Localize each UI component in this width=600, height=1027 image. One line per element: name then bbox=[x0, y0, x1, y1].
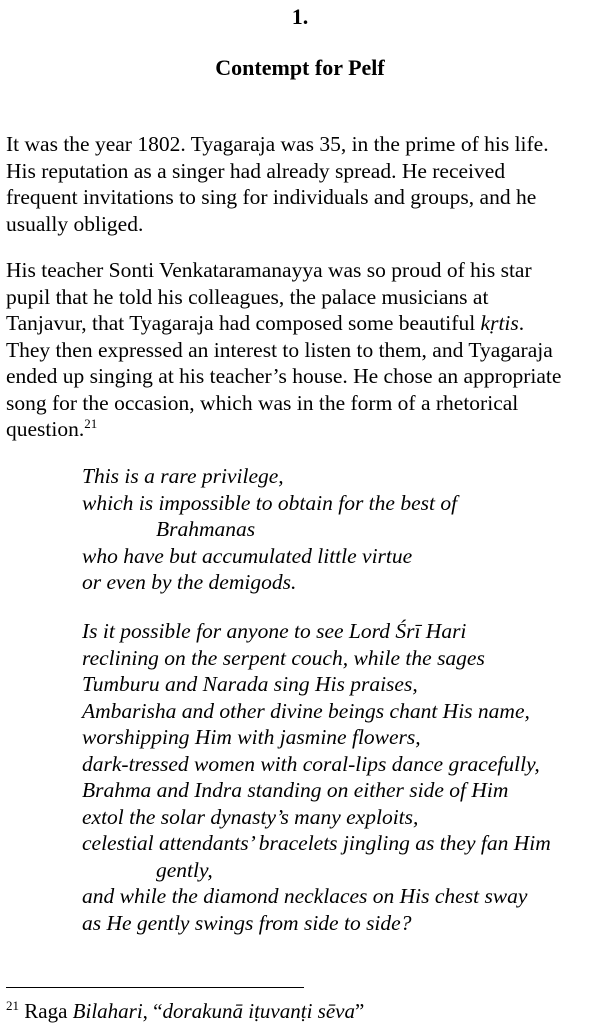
footnote-text: ” bbox=[354, 999, 365, 1023]
verse-stanza-1 bbox=[82, 463, 592, 596]
footnote-reference[interactable]: 21 bbox=[84, 416, 98, 431]
text-line: frequent invitations to sing for individuals and groups, and he bbox=[6, 185, 537, 209]
text-line bbox=[6, 416, 596, 443]
verse-line: and while the diamond necklaces on His chest sway bbox=[82, 884, 528, 908]
text-line: They then expressed an interest to listen to them, and Tyagaraja bbox=[6, 337, 553, 362]
footnote-text: Raga bbox=[19, 999, 73, 1023]
verse-line: Brahmanas bbox=[156, 517, 256, 541]
chapter-title: Contempt for Pelf bbox=[215, 55, 385, 80]
text-run: . bbox=[518, 311, 525, 335]
text-line: usually obliged. bbox=[6, 211, 144, 236]
kritis-term: kṛtis bbox=[480, 311, 519, 335]
verse-line: celestial attendants’ bracelets jingling as they fan Him bbox=[82, 831, 551, 855]
verse-line: or even by the demigods. bbox=[82, 570, 297, 594]
verse-line: extol the solar dynasty’s many exploits, bbox=[82, 804, 419, 829]
paragraph-intro bbox=[6, 131, 596, 237]
verse-line: worshipping Him with jasmine flowers, bbox=[82, 725, 421, 749]
raga-name: Bilahari bbox=[72, 999, 143, 1023]
text-run: question. bbox=[6, 417, 85, 441]
verse-line: as He gently swings from side to side? bbox=[82, 910, 412, 935]
verse-line: Is it possible for anyone to see Lord Śrī Hari bbox=[82, 619, 467, 643]
verse-line: Brahma and Indra standing on either side of Him bbox=[82, 778, 509, 802]
text-line: His reputation as a singer had already spread. He received bbox=[6, 158, 506, 183]
footnote bbox=[6, 998, 364, 1024]
footnote-divider bbox=[6, 987, 304, 988]
verse-stanza-2 bbox=[82, 618, 592, 936]
verse-line: which is impossible to obtain for the best of bbox=[82, 490, 458, 515]
text-line bbox=[6, 310, 596, 337]
verse-line: gently, bbox=[156, 857, 213, 882]
verse-line: This is a rare privilege, bbox=[82, 464, 284, 488]
verse-line: Ambarisha and other divine beings chant His name, bbox=[82, 698, 530, 723]
text-line: pupil that he told his colleagues, the palace musicians at bbox=[6, 284, 489, 309]
text-line: ended up singing at his teacher’s house. He chose an appropriate bbox=[6, 364, 562, 388]
verse-line: Tumburu and Narada sing His praises, bbox=[82, 672, 418, 696]
text-line: His teacher Sonti Venkataramanayya was so proud of his star bbox=[6, 258, 532, 282]
paragraph-teacher bbox=[6, 257, 596, 443]
verse-line: dark-tressed women with coral-lips dance gracefully, bbox=[82, 751, 540, 776]
footnote-number: 21 bbox=[6, 998, 19, 1013]
text-line: It was the year 1802. Tyagaraja was 35, in the prime of his life. bbox=[6, 132, 549, 156]
verse-line: who have but accumulated little virtue bbox=[82, 543, 413, 568]
verse-line: reclining on the serpent couch, while the sages bbox=[82, 645, 485, 670]
footnote-text: , “ bbox=[142, 999, 163, 1023]
text-run: Tanjavur, that Tyagaraja had composed some beautiful bbox=[6, 311, 481, 335]
song-title: dorakunā iṭuvanṭi sēva bbox=[162, 999, 355, 1023]
chapter-number: 1. bbox=[291, 4, 309, 29]
text-line: song for the occasion, which was in the form of a rhetorical bbox=[6, 390, 519, 415]
